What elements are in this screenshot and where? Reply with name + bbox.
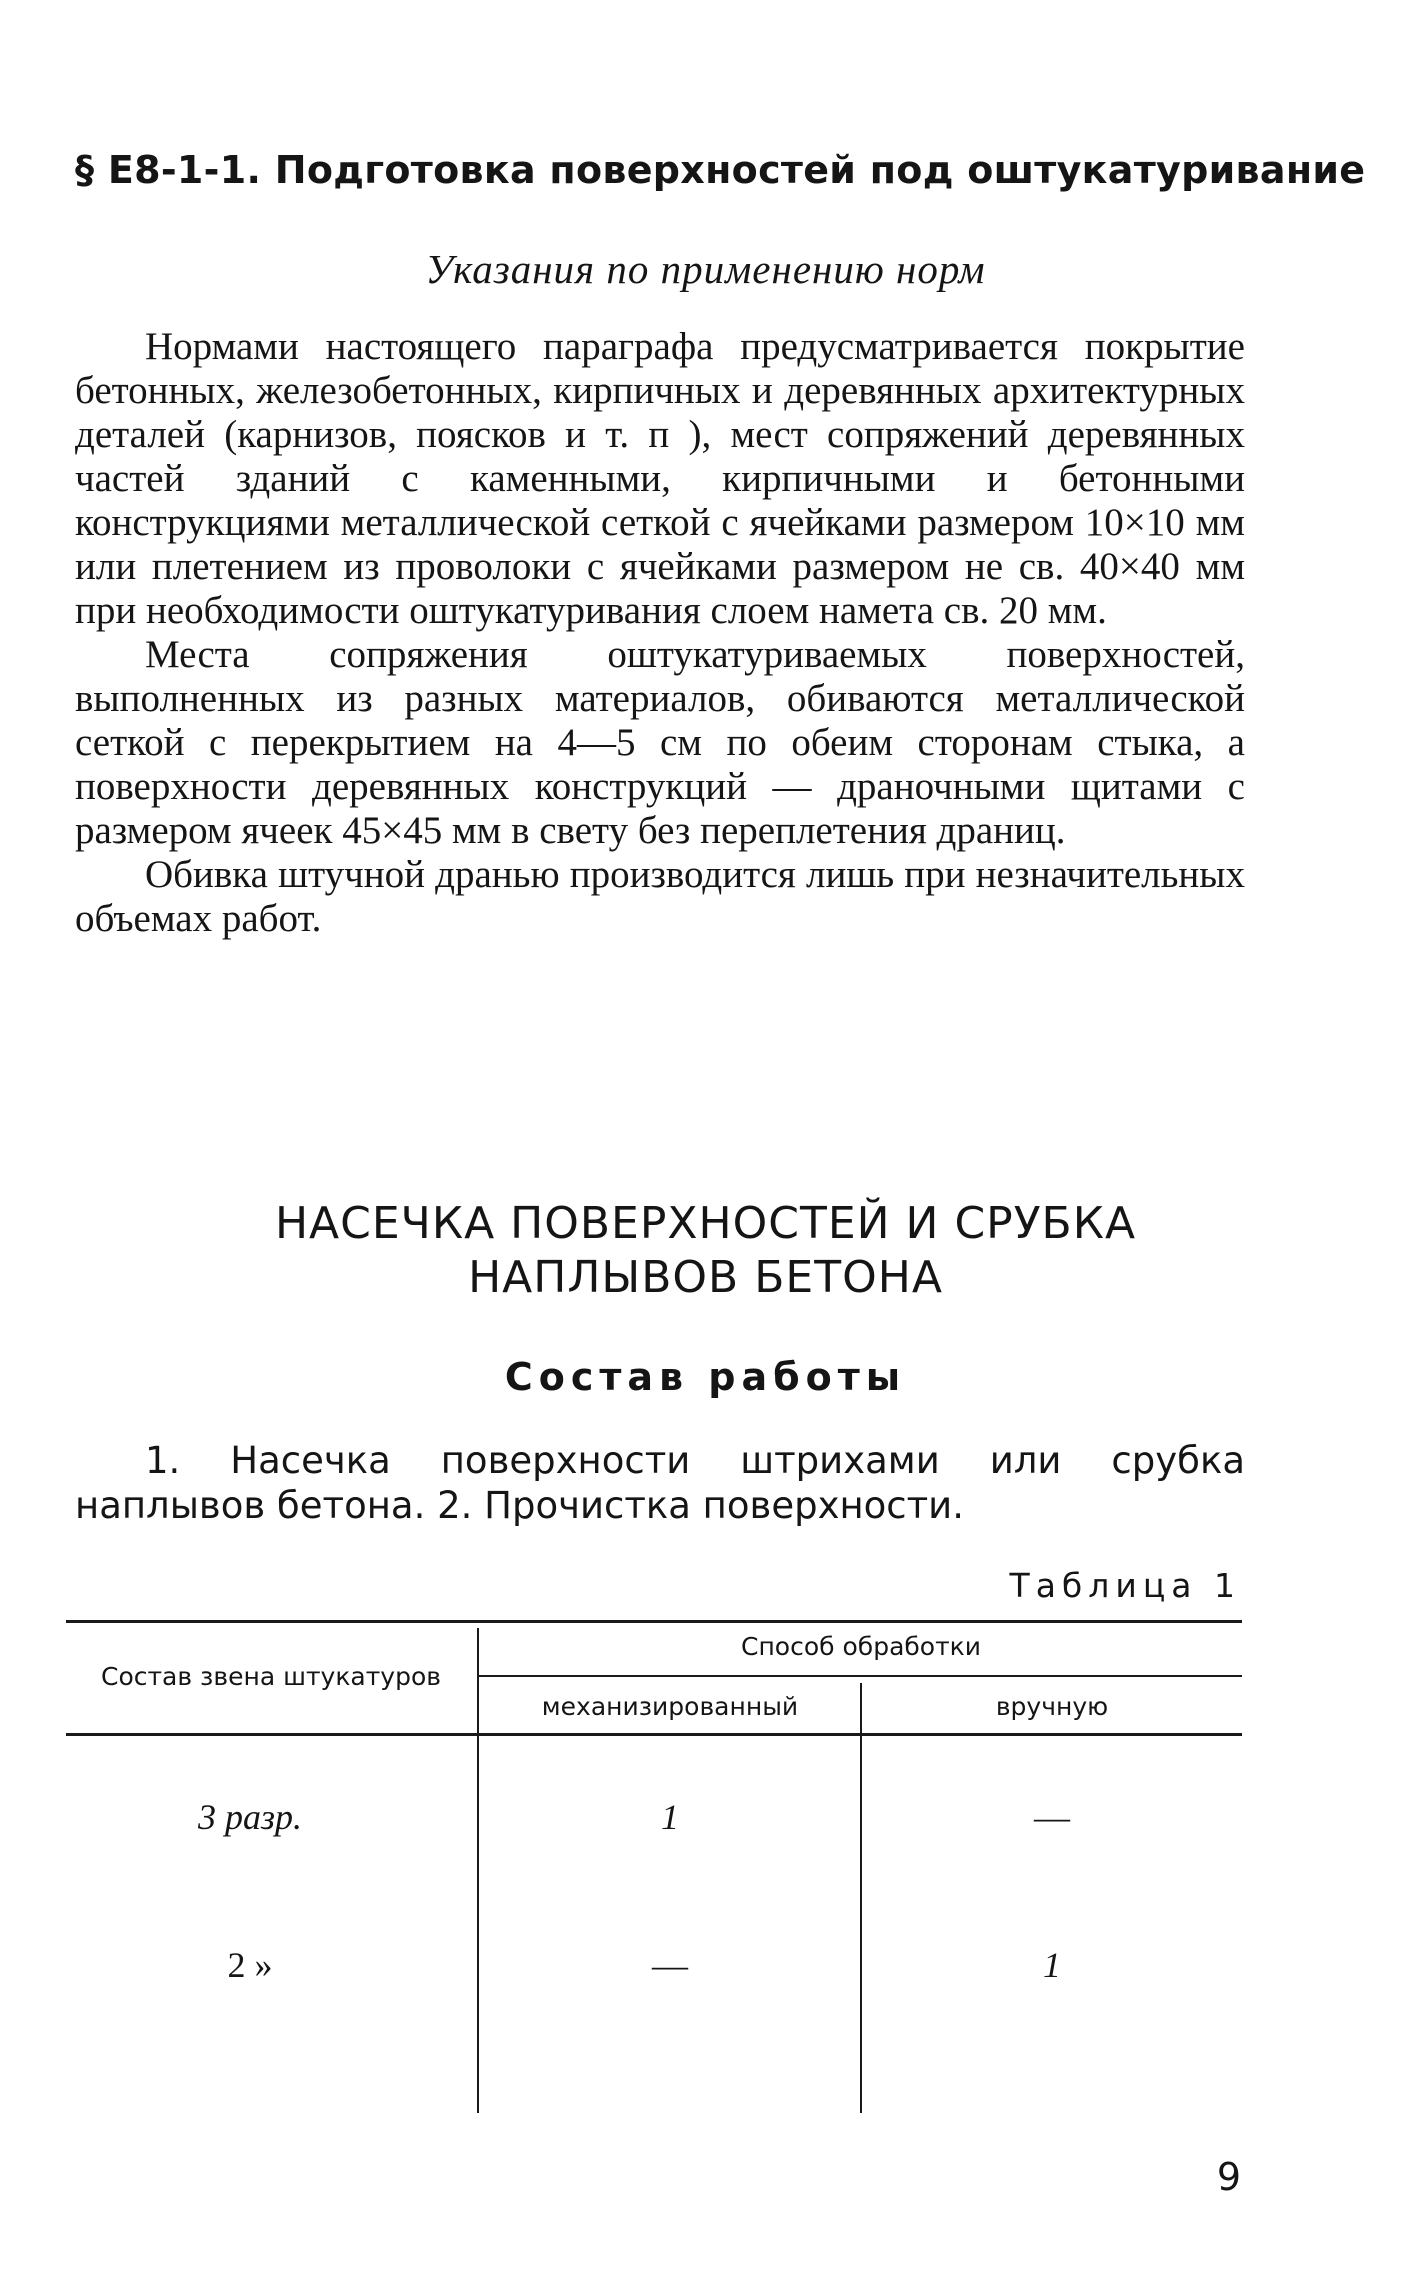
group-header-method: Способ обработки xyxy=(740,1632,982,1661)
paragraph-2: Места сопряжения оштукатуриваемых поверхностей, выполненных из разных материалов, обиваются металлической сеткой с перекрытием на 4—5 см по обеим сторонам стыка, а поверхности деревянных конструкций — драночными щитами с размером ячеек 45×45 мм в свету без переплетения драниц. xyxy=(75,633,1245,852)
norms-subheading: Указания по применению норм xyxy=(425,246,986,292)
works-text: 1. Насечка поверхности штрихами или срубка наплывов бетона. 2. Прочистка поверхности. xyxy=(75,1439,1245,1527)
table-row-1-manual: — xyxy=(1034,1797,1070,1837)
page-number: 9 xyxy=(1216,2155,1241,2199)
sub-header-mechanized: механизированный xyxy=(541,1692,799,1721)
instructions-body xyxy=(75,325,1245,941)
section-title-line-2: НАПЛЫВОВ БЕТОНА xyxy=(468,1252,943,1303)
table-label: Таблица 1 xyxy=(1009,1566,1241,1605)
works-body xyxy=(75,1438,1245,1528)
table-group-rule xyxy=(478,1675,1242,1677)
table-col-divider-2 xyxy=(860,1683,862,2113)
works-title: Состав работы xyxy=(504,1355,907,1399)
table-col-divider-1 xyxy=(477,1628,479,2113)
section-heading: § Е8-1-1. Подготовка поверхностей под оштукатуривание xyxy=(75,148,1366,192)
paragraph-1: Нормами настоящего параграфа предусматривается покрытие бетонных, железобетонных, кирпичных и деревянных архитектурных деталей (карнизов, поясков и т. п ), мест сопряжений деревянных частей зданий с каменными, кирпичными и бетонными конструкциями металлической сеткой с ячейками размером 10×10 мм или плетением из проволоки с ячейками размером не св. 40×40 мм при необходимости оштукатуривания слоем намета св. 20 мм. xyxy=(75,325,1245,632)
col-header-crew: Состав звена штукатуров xyxy=(101,1662,441,1691)
table-row-2-manual: 1 xyxy=(1043,1945,1061,1985)
table-top-rule xyxy=(66,1620,1242,1623)
section-title xyxy=(0,1197,1411,1305)
paragraph-3: Обивка штучной дранью производится лишь при незначительных объемах работ. xyxy=(75,853,1245,940)
section-title-line-1: НАСЕЧКА ПОВЕРХНОСТЕЙ И СРУБКА xyxy=(274,1198,1137,1249)
table-header-rule xyxy=(66,1733,1242,1736)
table-row-2-label: 2 » xyxy=(227,1945,273,1985)
table-row-1-label: 3 разр. xyxy=(197,1797,303,1837)
table-row-1-mechanized: 1 xyxy=(661,1797,679,1837)
sub-header-manual: вручную xyxy=(995,1692,1109,1721)
table-row-2-mechanized: — xyxy=(652,1945,688,1985)
